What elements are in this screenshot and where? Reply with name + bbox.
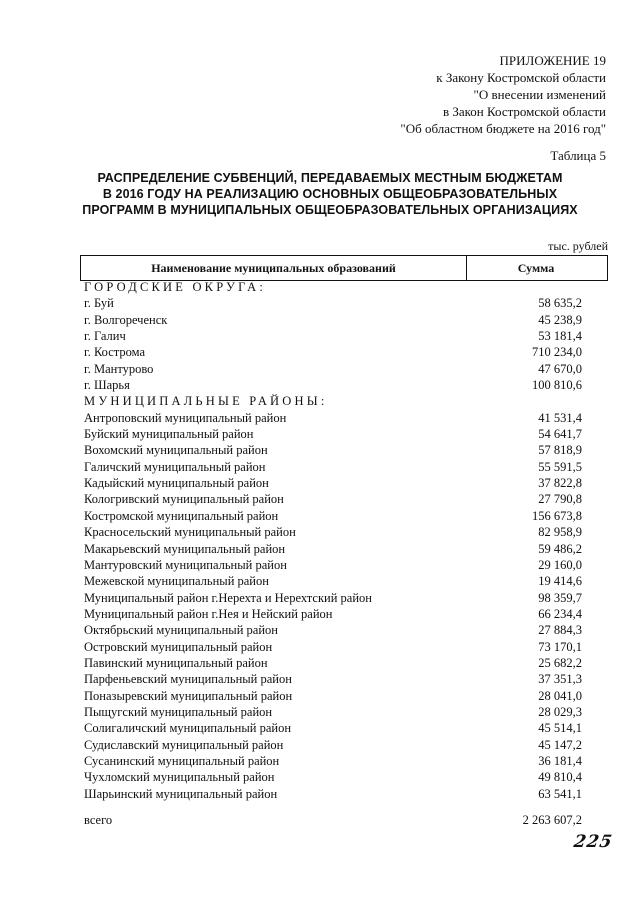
amount-value: 710 234,0 [532,345,582,360]
appendix-title: ПРИЛОЖЕНИЕ 19 [499,53,606,68]
amount-value: 49 810,4 [538,770,582,785]
municipality-name: Буйский муниципальный район [84,427,254,442]
municipality-name: Мантуровский муниципальный район [84,557,287,572]
table-row [84,786,582,802]
amount-value: 27 790,8 [538,492,582,507]
municipality-name: Межевской муниципальный район [84,574,269,589]
municipality-name: г. Мантурово [84,361,154,376]
section-header-row [84,279,582,295]
table-row [84,524,582,540]
table-row [84,720,582,736]
appendix-header [400,52,606,137]
amount-value: 57 818,9 [538,443,582,458]
amount-value: 27 884,3 [538,623,582,638]
municipality-name: Пыщугский муниципальный район [84,704,273,719]
table-row [84,459,582,475]
title-line: РАСПРЕДЕЛЕНИЕ СУБВЕНЦИЙ, ПЕРЕДАВАЕМЫХ МЕСТНЫМ БЮДЖЕТАМ [97,171,563,185]
amount-value: 47 670,0 [538,361,582,376]
table-row [84,573,582,589]
table-row [84,361,582,377]
amount-value: 25 682,2 [538,655,582,670]
municipality-name: Шарьинский муниципальный район [84,786,278,801]
amount-value: 66 234,4 [538,606,582,621]
municipality-name: Сусанинский муниципальный район [84,753,280,768]
table-body [84,279,582,802]
table-row [84,622,582,638]
municipality-name: г. Буй [84,296,114,311]
table-row [84,508,582,524]
amount-value: 45 238,9 [538,312,582,327]
municipality-name: Кологривский муниципальный район [84,492,284,507]
municipality-name: Муниципальный район г.Нея и Нейский район [84,606,333,621]
amount-value: 37 351,3 [538,672,582,687]
total-value: 2 263 607,2 [522,813,582,827]
amount-value: 55 591,5 [538,459,582,474]
table-row [84,475,582,491]
table-row [84,557,582,573]
municipality-name: Парфеньевский муниципальный район [84,672,292,687]
municipality-name: Галичский муниципальный район [84,459,266,474]
municipality-name: Антроповский муниципальный район [84,410,287,425]
municipality-name: Костромской муниципальный район [84,508,279,523]
total-row [84,812,582,828]
municipality-name: Октябрьский муниципальный район [84,623,278,638]
amount-value: 41 531,4 [538,410,582,425]
amount-value: 28 029,3 [538,704,582,719]
appendix-amendment: "О внесении изменений [473,87,606,102]
table-row [84,639,582,655]
table-row [84,753,582,769]
column-header-name: Наименование муниципальных образований [80,256,467,280]
table-row [84,671,582,687]
section-header-row [84,393,582,409]
handwritten-page-number: 225 [571,832,614,852]
municipality-name: Судиславский муниципальный район [84,737,284,752]
appendix-law-ref: в Закон Костромской области [442,104,606,119]
table-label: Таблица 5 [550,148,606,163]
amount-value: 58 635,2 [538,296,582,311]
table-row [84,295,582,311]
municipality-name: Муниципальный район г.Нерехта и Нерехтский район [84,590,372,605]
amount-value: 100 810,6 [532,378,582,393]
total-label: всего [84,813,113,827]
amount-value: 156 673,8 [532,508,582,523]
amount-value: 82 958,9 [538,525,582,540]
table-row [84,769,582,785]
appendix-law: к Закону Костромской области [436,70,606,85]
table-row [84,426,582,442]
table-row [84,312,582,328]
municipality-name: Павинский муниципальный район [84,655,268,670]
municipality-name: г. Шарья [84,378,130,393]
amount-value: 45 147,2 [538,737,582,752]
amount-value: 29 160,0 [538,557,582,572]
table-row [84,590,582,606]
amount-value: 19 414,6 [538,574,582,589]
amount-value: 73 170,1 [538,639,582,654]
amount-value: 59 486,2 [538,541,582,556]
table-row [84,442,582,458]
municipality-name: г. Волгореченск [84,312,168,327]
title-line: В 2016 ГОДУ НА РЕАЛИЗАЦИЮ ОСНОВНЫХ ОБЩЕОБРАЗОВАТЕЛЬНЫХ [102,187,558,201]
title-line: ПРОГРАММ В МУНИЦИПАЛЬНЫХ ОБЩЕОБРАЗОВАТЕЛЬНЫХ ОРГАНИЗАЦИЯХ [82,203,578,217]
amount-value: 36 181,4 [538,753,582,768]
appendix-budget-law: "Об областном бюджете на 2016 год" [400,121,606,136]
municipality-name: Поназыревский муниципальный район [84,688,293,703]
table-row [84,541,582,557]
section-title: ГОРОДСКИЕ ОКРУГА: [84,280,267,294]
table-row [84,737,582,753]
municipality-name: г. Кострома [84,345,146,360]
table-row [84,410,582,426]
municipality-name: Солигаличский муниципальный район [84,721,292,736]
amount-value: 54 641,7 [538,427,582,442]
table-header [80,255,608,281]
document-title [60,170,600,218]
municipality-name: Чухломский муниципальный район [84,770,275,785]
table-row [84,704,582,720]
municipality-name: г. Галич [84,329,126,344]
amount-value: 63 541,1 [538,786,582,801]
table-row [84,491,582,507]
municipality-name: Красносельский муниципальный район [84,525,296,540]
amount-value: 53 181,4 [538,329,582,344]
municipality-name: Островский муниципальный район [84,639,273,654]
table-row [84,606,582,622]
municipality-name: Вохомский муниципальный район [84,443,268,458]
table-row [84,344,582,360]
municipality-name: Кадыйский муниципальный район [84,476,269,491]
table-row [84,655,582,671]
section-title: МУНИЦИПАЛЬНЫЕ РАЙОНЫ: [84,394,328,409]
amount-value: 28 041,0 [538,688,582,703]
table-row [84,688,582,704]
table-row [84,377,582,393]
amount-value: 45 514,1 [538,721,582,736]
amount-value: 98 359,7 [538,590,582,605]
column-header-sum: Сумма [465,256,608,280]
municipality-name: Макарьевский муниципальный район [84,541,286,556]
units-label: тыс. рублей [548,239,608,253]
table-row [84,328,582,344]
amount-value: 37 822,8 [538,476,582,491]
